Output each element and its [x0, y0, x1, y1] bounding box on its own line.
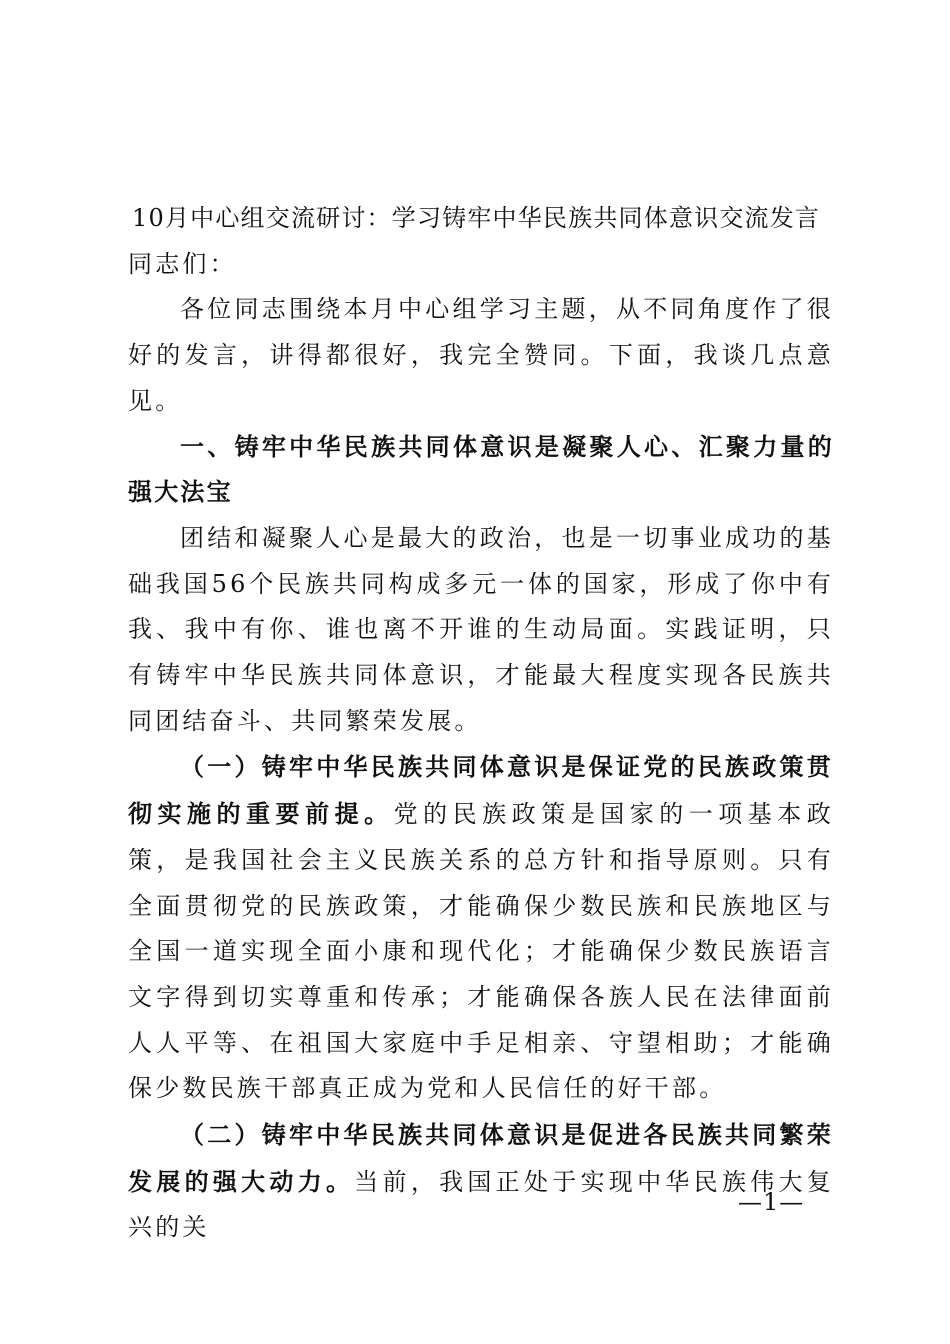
page-number: —1—	[738, 1188, 805, 1216]
subsection-2-body: 当前，我国正处于实现中华民族伟大复兴的关	[128, 1167, 834, 1242]
subsection-2-heading: （二）铸牢中华民族共同体意识是促进各民族共同繁荣发展的强大动力。	[128, 1120, 834, 1196]
intro-paragraph: 各位同志围绕本月中心组学习主题，从不同角度作了很好的发言，讲得都很好，我完全赞同。下面，我谈几点意见。	[128, 295, 834, 415]
section-paragraph: 团结和凝聚人心是最大的政治，也是一切事业成功的基础我国56个民族共同构成多元一体的国家，形成了你中有我、我中有你、谁也离不开谁的生动局面。实践证明，只有铸牢中华民族共同体意识，才能最大程度实现各民族共同团结奋斗、共同繁荣发展。	[128, 523, 834, 735]
document-body	[128, 196, 834, 1251]
subsection-1	[128, 744, 834, 1112]
document-title: 10月中心组交流研讨：学习铸牢中华民族共同体意识交流发言	[132, 204, 821, 232]
section-heading: 一、铸牢中华民族共同体意识是凝聚人心、汇聚力量的强大法宝	[128, 432, 834, 507]
subsection-1-body: 党的民族政策是国家的一项基本政策，是我国社会主义民族关系的总方针和指导原则。只有全面贯彻党的民族政策，才能确保少数民族和民族地区与全国一道实现全面小康和现代化；才能确保少数民族语言文字得到切实尊重和传承；才能确保各族人民在法律面前人人平等、在祖国大家庭中手足相亲、守望相助；才能确保少数民族干部真正成为党和人民信任的好干部。	[128, 800, 834, 1103]
subsection-2	[128, 1112, 834, 1251]
salutation: 同志们：	[128, 249, 237, 278]
subsection-1-heading: （一）铸牢中华民族共同体意识是保证党的民族政策贯彻实施的重要前提。	[128, 752, 834, 829]
